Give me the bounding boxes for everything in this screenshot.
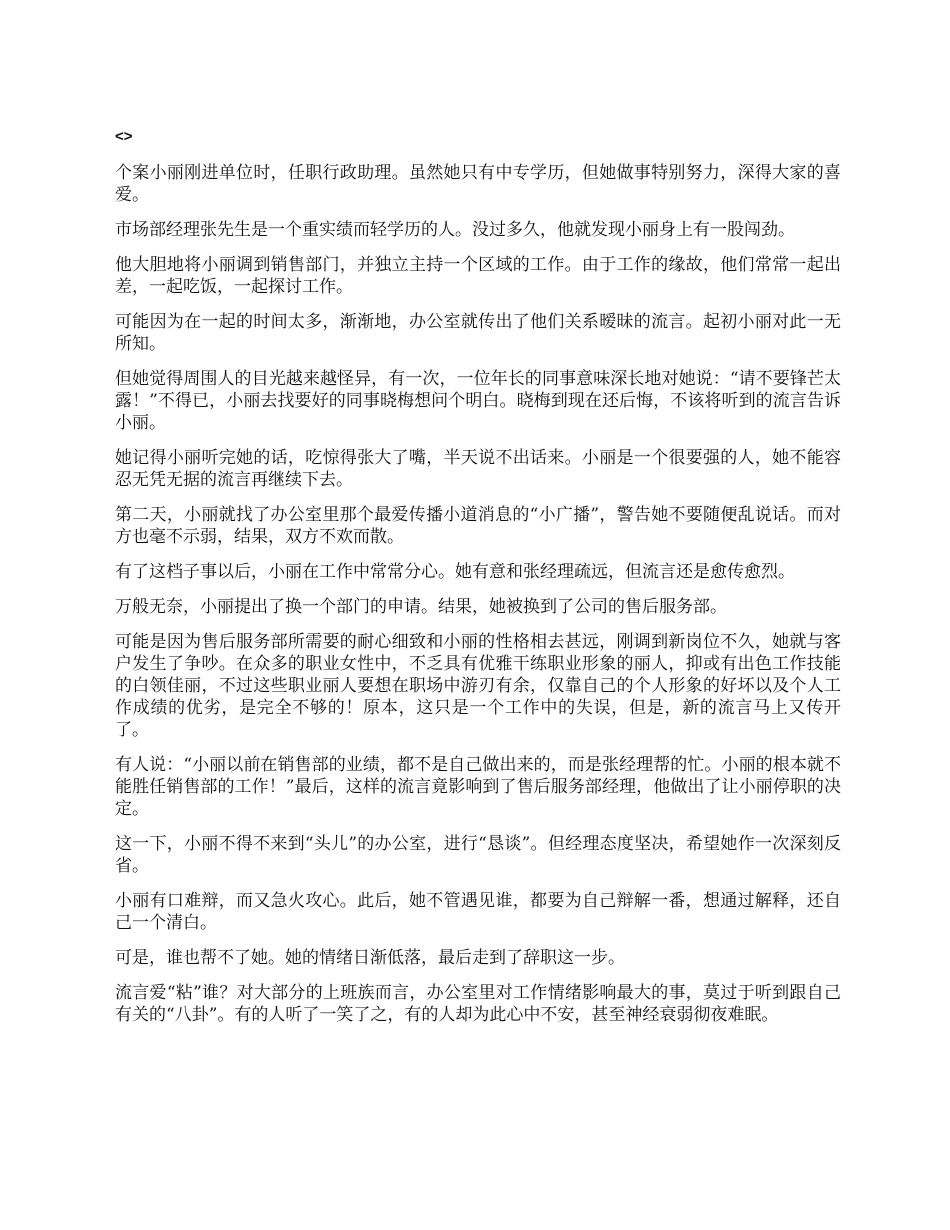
paragraph-8: 有了这档子事以后，小丽在工作中常常分心。她有意和张经理疏远，但流言还是愈传愈烈。 bbox=[115, 562, 795, 582]
paragraph-2: 市场部经理张先生是一个重实绩而轻学历的人。没过多久，他就发现小丽身上有一股闯劲。 bbox=[115, 220, 795, 240]
paragraph-6: 她记得小丽听完她的话，吃惊得张大了嘴，半天说不出话来。小丽是一个很要强的人，她不能容忍无凭无据的流言再继续下去。 bbox=[115, 448, 841, 490]
paragraph-7: 第二天，小丽就找了办公室里那个最爱传播小道消息的“小广播”，警告她不要随便乱说话。而对方也毫不示弱，结果，双方不欢而散。 bbox=[115, 505, 841, 547]
paragraph-14: 可是，谁也帮不了她。她的情绪日渐低落，最后走到了辞职这一步。 bbox=[115, 948, 625, 968]
paragraph-4: 可能因为在一起的时间太多，渐渐地，办公室就传出了他们关系暧昧的流言。起初小丽对此一无所知。 bbox=[115, 312, 841, 354]
paragraph-5: 但她觉得周围人的目光越来越怪异，有一次，一位年长的同事意味深长地对她说：“请不要锋芒太露！”不得已，小丽去找要好的同事晓梅想问个明白。晓梅到现在还后悔，不该将听到的流言告诉小丽。 bbox=[115, 369, 841, 433]
section-marker: <> bbox=[115, 128, 133, 145]
document-page bbox=[115, 126, 841, 1039]
paragraph-13: 小丽有口难辩，而又急火攻心。此后，她不管遇见谁，都要为自己辩解一番，想通过解释，还自己一个清白。 bbox=[115, 891, 841, 933]
paragraph-12: 这一下，小丽不得不来到“头儿”的办公室，进行“恳谈”。但经理态度坚决，希望她作一次深刻反省。 bbox=[115, 834, 841, 876]
paragraph-15: 流言爱“粘”谁？对大部分的上班族而言，办公室里对工作情绪影响最大的事，莫过于听到跟自己有关的“八卦”。有的人听了一笑了之，有的人却为此心中不安，甚至神经衰弱彻夜难眠。 bbox=[115, 983, 841, 1025]
paragraph-10: 可能是因为售后服务部所需要的耐心细致和小丽的性格相去甚远，刚调到新岗位不久，她就与客户发生了争吵。在众多的职业女性中，不乏具有优雅干练职业形象的丽人，抑或有出色工作技能的白领佳丽，不过这些职业丽人要想在职场中游刃有余，仅靠自己的个人形象的好坏以及个人工作成绩的优劣，是完全不够的！原本，这只是一个工作中的失误，但是，新的流言马上又传开了。 bbox=[115, 632, 841, 740]
paragraph-11: 有人说：“小丽以前在销售部的业绩，都不是自己做出来的，而是张经理帮的忙。小丽的根本就不能胜任销售部的工作！”最后，这样的流言竟影响到了售后服务部经理，他做出了让小丽停职的决定。 bbox=[115, 755, 841, 819]
paragraph-1: 个案小丽刚进单位时，任职行政助理。虽然她只有中专学历，但她做事特别努力，深得大家的喜爱。 bbox=[115, 163, 841, 205]
paragraph-3: 他大胆地将小丽调到销售部门，并独立主持一个区域的工作。由于工作的缘故，他们常常一起出差，一起吃饭，一起探讨工作。 bbox=[115, 255, 841, 297]
paragraph-9: 万般无奈，小丽提出了换一个部门的申请。结果，她被换到了公司的售后服务部。 bbox=[115, 597, 727, 617]
